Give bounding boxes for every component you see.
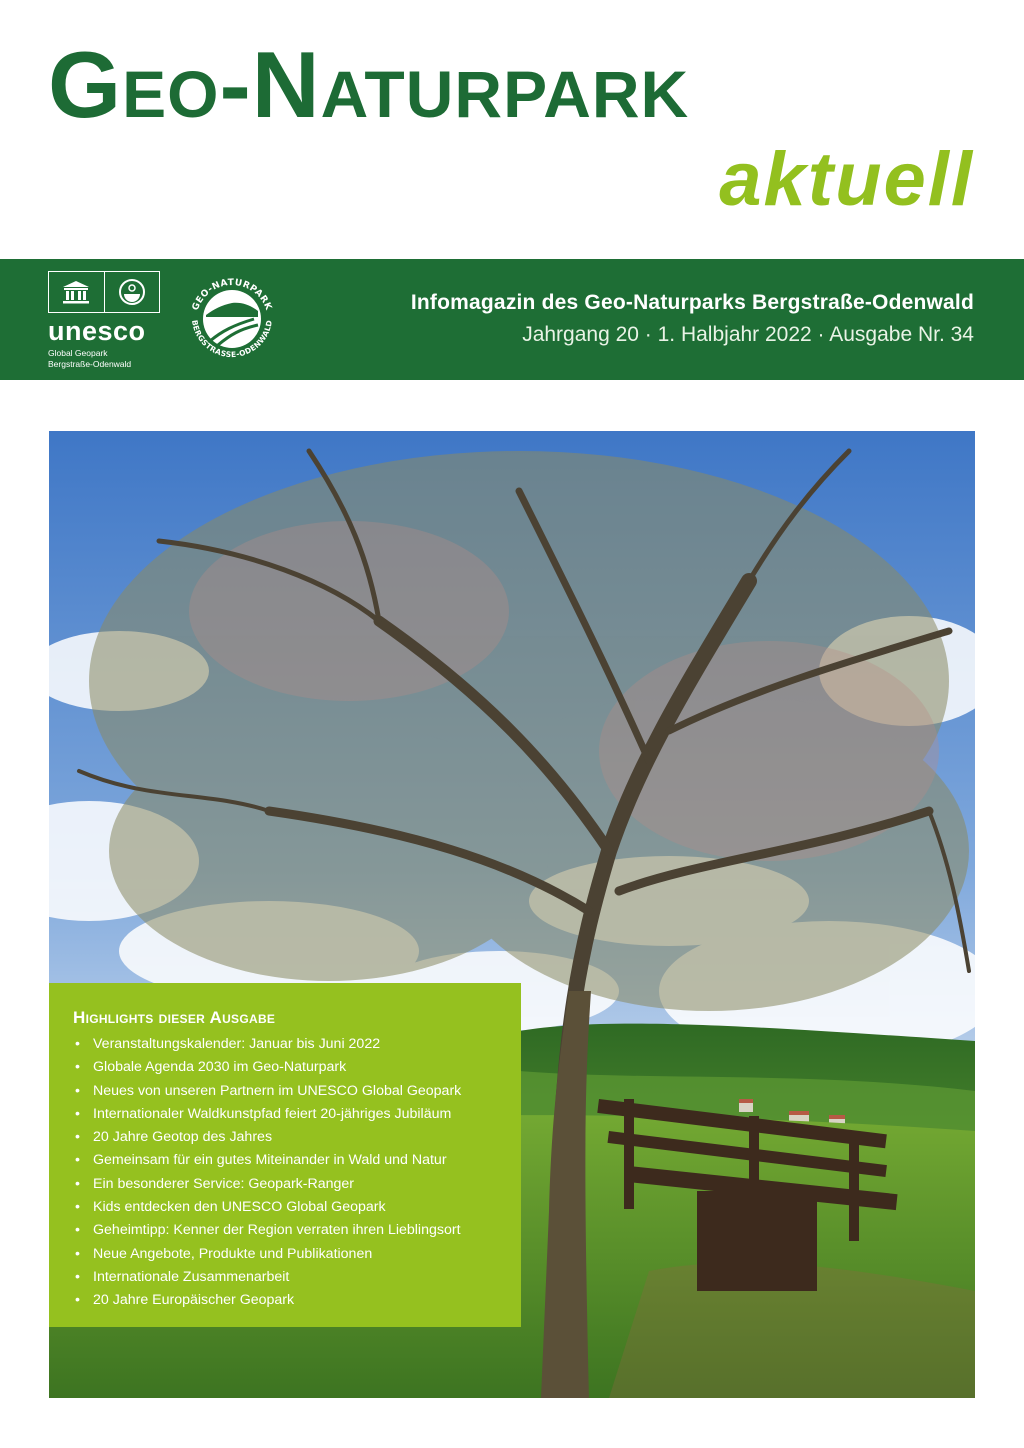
unesco-logo: [48, 271, 160, 370]
highlights-heading: Highlights dieser Ausgabe: [73, 1008, 276, 1027]
unesco-line-2: Bergstraße-Odenwald: [48, 359, 132, 369]
highlight-item: • 20 Jahre Geotop des Jahres: [73, 1126, 501, 1149]
issue-line: Jahrgang 20 · 1. Halbjahr 2022 · Ausgabe Nr. 34: [522, 323, 974, 346]
magazine-subtitle: aktuell: [719, 137, 974, 222]
highlight-item: • Neues von unseren Partnern im UNESCO Global Geopark: [73, 1080, 501, 1103]
temple-icon: [49, 272, 104, 312]
highlight-item: • Globale Agenda 2030 im Geo-Naturpark: [73, 1056, 501, 1079]
highlights-box: [49, 983, 521, 1327]
highlight-item: • 20 Jahre Europäischer Geopark: [73, 1289, 501, 1312]
geo-naturpark-logo: [182, 269, 282, 369]
unesco-emblem: [48, 271, 160, 313]
highlight-item: • Neue Angebote, Produkte und Publikationen: [73, 1243, 501, 1266]
highlight-item: • Veranstaltungskalender: Januar bis Juni 2022: [73, 1033, 501, 1056]
unesco-wordmark: unesco: [48, 316, 146, 346]
highlight-item: • Ein besonderer Service: Geopark-Ranger: [73, 1173, 501, 1196]
geo-logo-top-text: GEO-NATURPARK: [190, 277, 274, 312]
magazine-info: [411, 289, 974, 351]
highlights-list: [73, 1033, 501, 1313]
highlight-item: • Internationale Zusammenarbeit: [73, 1266, 501, 1289]
highlight-item: • Internationaler Waldkunstpfad feiert 20-jähriges Jubiläum: [73, 1103, 501, 1126]
magazine-title: Geo-Naturpark: [48, 32, 690, 137]
unesco-line-1: Global Geopark: [48, 348, 108, 358]
geopark-circle-icon: [104, 272, 160, 312]
highlight-item: • Gemeinsam für ein gutes Miteinander in Wald und Natur: [73, 1149, 501, 1172]
info-band: [0, 259, 1024, 380]
geo-logo-bottom-text: BERGSTRASSE-ODENWALD: [190, 319, 274, 360]
highlight-item: • Kids entdecken den UNESCO Global Geopark: [73, 1196, 501, 1219]
highlight-item: • Geheimtipp: Kenner der Region verraten ihren Lieblingsort: [73, 1219, 501, 1242]
magazine-tagline: Infomagazin des Geo-Naturparks Bergstraße-Odenwald: [410, 291, 974, 314]
